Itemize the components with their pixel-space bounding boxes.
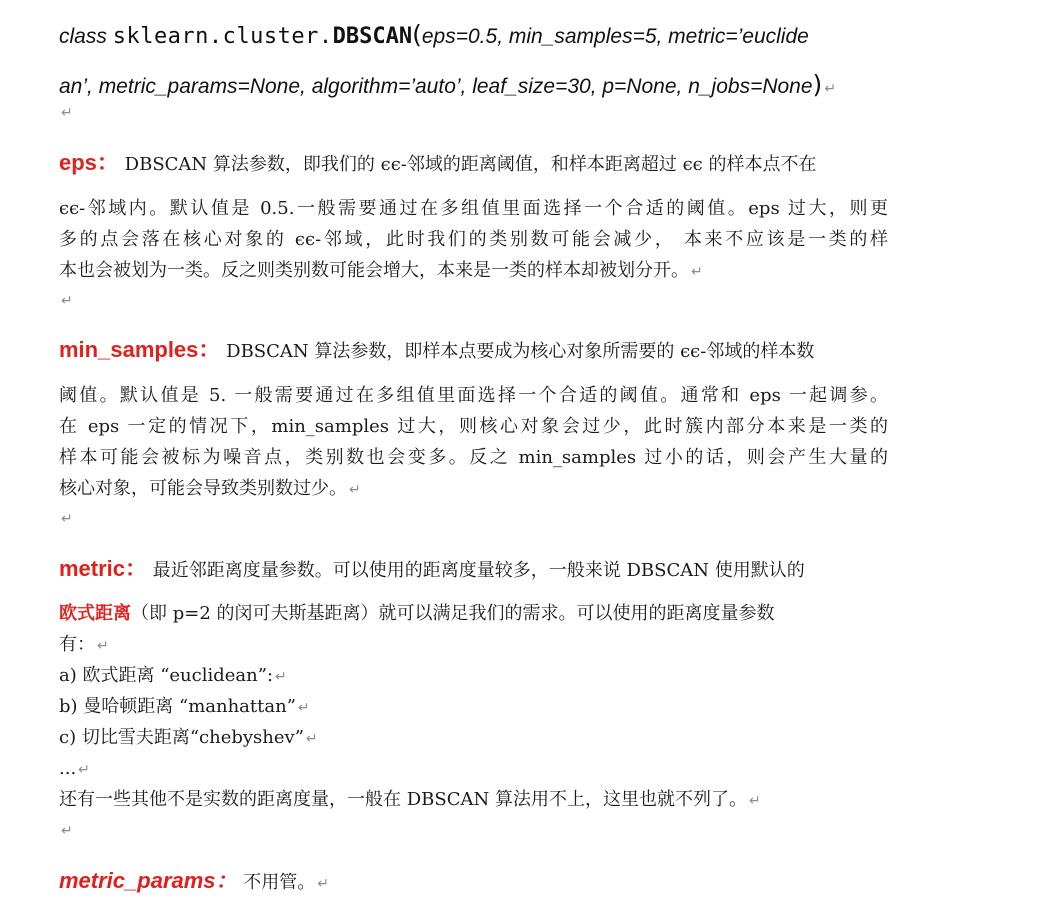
eps-text-4: 本也会被划为一类。反之则类别数可能会增大，本来是一类的样本却被划分开。 bbox=[59, 260, 689, 281]
eps-text-1: DBSCAN 算法参数，即我们的 ϵϵ-邻域的距离阈值，和样本距离超过 ϵϵ 的样本点不在 bbox=[124, 154, 817, 175]
eps-line-2 bbox=[59, 193, 888, 224]
metric-text-2: （即 p=2 的闵可夫斯基距离）就可以满足我们的需求。可以使用的距离度量参数 bbox=[131, 603, 775, 624]
metric-item-chebyshev: c) 切比雪夫距离“chebyshev” bbox=[59, 727, 304, 748]
empty-paragraph bbox=[59, 102, 73, 121]
metric-params-desc: 不用管。 bbox=[243, 872, 316, 893]
list-item bbox=[59, 691, 310, 724]
class-keyword: class bbox=[59, 25, 107, 48]
min-samples-text-5: 核心对象，可能会导致类别数过少。 bbox=[59, 478, 347, 499]
list-item bbox=[59, 660, 287, 693]
eps-line-1 bbox=[59, 147, 816, 180]
euclidean-highlight: 欧式距离 bbox=[59, 603, 131, 624]
signature-line-2 bbox=[59, 70, 836, 99]
eps-term: eps： bbox=[59, 150, 119, 175]
paragraph-mark: ↵ bbox=[349, 482, 361, 498]
min-samples-text-4: 样本可能会被标为噪音点，类别数也会变多。反之 min_samples 过小的话，则会产生大量的 bbox=[59, 447, 888, 468]
eps-line-4 bbox=[59, 255, 703, 288]
min-samples-line-4 bbox=[59, 442, 888, 473]
eps-text-3: 多的点会落在核心对象的 ϵϵ-邻域，此时我们的类别数可能会减少， 本来不应该是一类的样 bbox=[59, 229, 888, 250]
paragraph-mark: ↵ bbox=[691, 264, 703, 280]
min-samples-line-1 bbox=[59, 334, 814, 367]
metric-params-term: metric_params： bbox=[59, 868, 238, 893]
module-path: sklearn.cluster. bbox=[112, 24, 333, 49]
signature-args-2: an’, metric_params=None, algorithm=’auto’, leaf_size=30, p=None, n_jobs=None bbox=[59, 75, 813, 98]
min-samples-text-2: 阈值。默认值是 5. 一般需要通过在多组值里面选择一个合适的阈值。通常和 eps 一起调参。 bbox=[59, 385, 888, 406]
paragraph-mark: ↵ bbox=[317, 876, 330, 892]
metric-closing bbox=[59, 784, 761, 817]
metric-text-3: 有： bbox=[59, 634, 95, 655]
close-paren: ) bbox=[812, 70, 823, 99]
paragraph-mark: ↵ bbox=[61, 511, 73, 527]
list-item bbox=[59, 722, 318, 755]
paragraph-mark: ↵ bbox=[78, 762, 90, 778]
metric-item-euclidean: a) 欧式距离 “euclidean”: bbox=[59, 665, 274, 686]
metric-text-1: 最近邻距离度量参数。可以使用的距离度量较多，一般来说 DBSCAN 使用默认的 bbox=[152, 560, 805, 581]
min-samples-text-3: 在 eps 一定的情况下，min_samples 过大，则核心对象会过少，此时簇内部分本来是一类的 bbox=[59, 416, 888, 437]
paragraph-mark: ↵ bbox=[61, 823, 73, 839]
open-paren: ( bbox=[412, 20, 422, 49]
min-samples-line-2 bbox=[59, 380, 888, 411]
empty-paragraph bbox=[59, 290, 73, 309]
paragraph-mark: ↵ bbox=[61, 293, 73, 309]
paragraph-mark: ↵ bbox=[305, 731, 318, 747]
empty-paragraph bbox=[59, 508, 73, 527]
ellipsis-line bbox=[59, 753, 90, 786]
metric-term: metric： bbox=[59, 556, 148, 581]
min-samples-term: min_samples： bbox=[59, 337, 221, 362]
metric-line-1 bbox=[59, 553, 805, 586]
signature-args-1: eps=0.5, min_samples=5, metric=’euclide bbox=[421, 25, 809, 48]
min-samples-line-3 bbox=[59, 411, 888, 442]
eps-line-3 bbox=[59, 224, 888, 255]
ellipsis: ... bbox=[59, 758, 77, 779]
metric-params-line bbox=[59, 865, 329, 900]
paragraph-mark: ↵ bbox=[275, 669, 287, 685]
paragraph-mark: ↵ bbox=[97, 638, 109, 654]
min-samples-text-1: DBSCAN 算法参数，即样本点要成为核心对象所需要的 ϵϵ-邻域的样本数 bbox=[226, 341, 815, 362]
empty-paragraph bbox=[59, 820, 73, 839]
eps-text-2: ϵϵ-邻域内。默认值是 0.5.一般需要通过在多组值里面选择一个合适的阈值。eps 过大，则更 bbox=[59, 198, 888, 219]
metric-line-3 bbox=[59, 629, 109, 662]
signature-line-1 bbox=[59, 20, 809, 49]
paragraph-mark: ↵ bbox=[748, 793, 761, 809]
paragraph-mark: ↵ bbox=[824, 81, 837, 97]
paragraph-mark: ↵ bbox=[61, 105, 73, 121]
metric-closing-text: 还有一些其他不是实数的距离度量，一般在 DBSCAN 算法用不上，这里也就不列了。 bbox=[59, 789, 747, 810]
metric-item-manhattan: b) 曼哈顿距离 “manhattan” bbox=[59, 696, 296, 717]
class-name: DBSCAN bbox=[332, 24, 413, 49]
metric-line-2 bbox=[59, 598, 775, 629]
paragraph-mark: ↵ bbox=[297, 700, 310, 716]
min-samples-line-5 bbox=[59, 473, 361, 506]
